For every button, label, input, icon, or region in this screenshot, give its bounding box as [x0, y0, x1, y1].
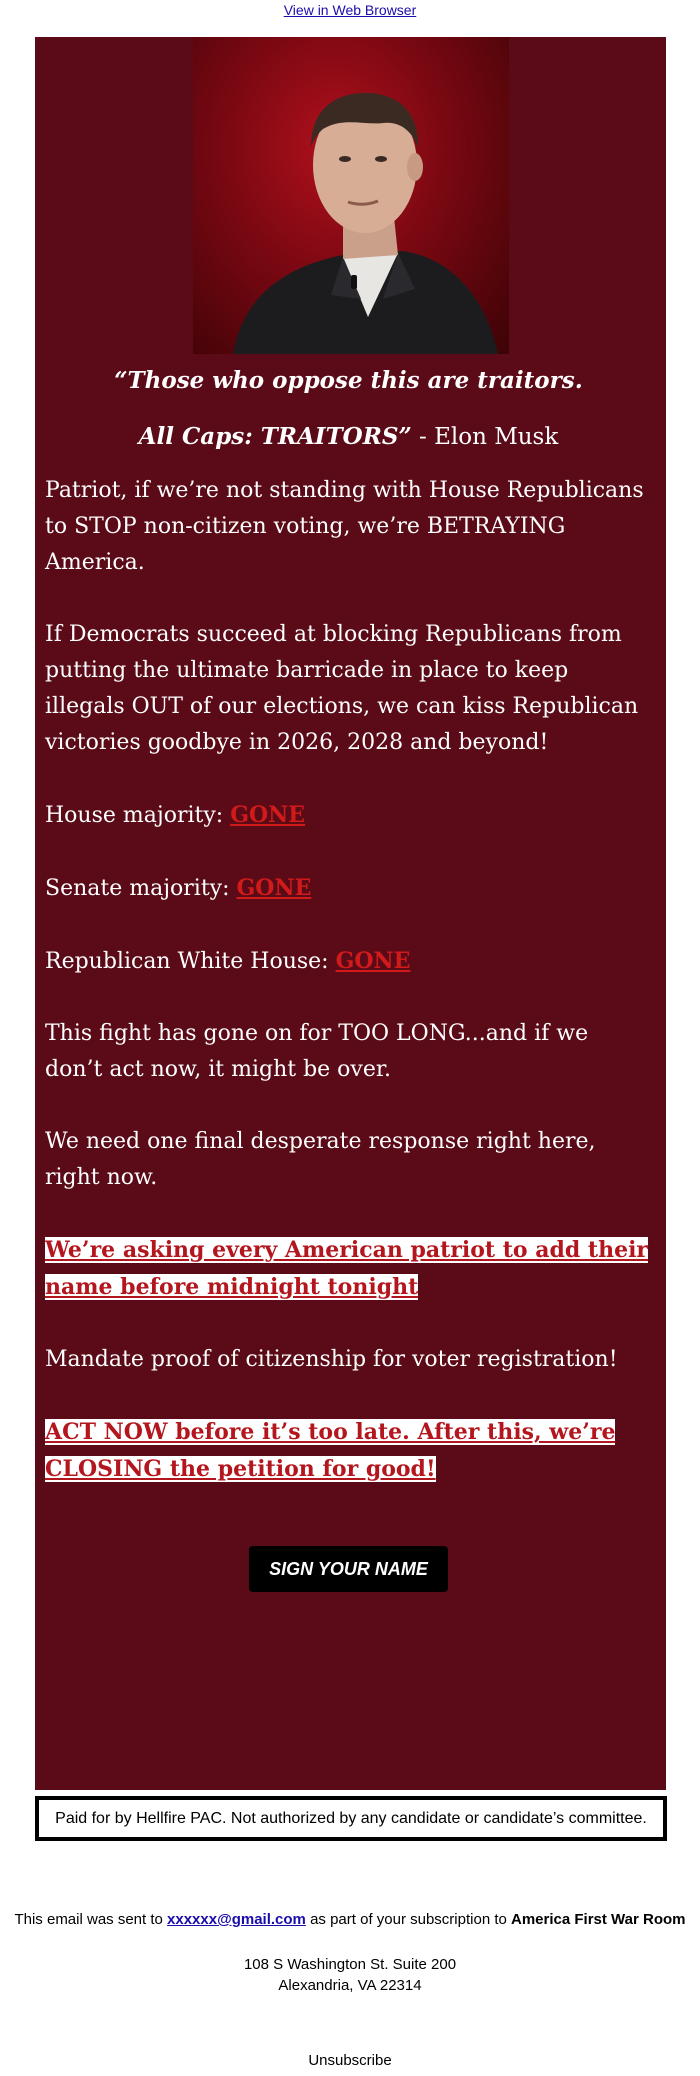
quote-line-1: [45, 363, 652, 399]
sign-your-name-button[interactable]: SIGN YOUR NAME: [249, 1546, 448, 1592]
white-house-label: Republican White House:: [45, 949, 336, 974]
alert-link-1[interactable]: We’re asking every American patriot to add their name before midnight tonight: [45, 1237, 649, 1300]
cta-wrapper: [45, 1546, 652, 1592]
quote-text: “Those who oppose this are traitors.: [114, 367, 583, 394]
paragraph-5: Mandate proof of citizenship for voter registration!: [45, 1347, 618, 1372]
hero-photo: [193, 37, 509, 354]
recipient-email-link[interactable]: xxxxxx@gmail.com: [167, 1911, 306, 1928]
paid-for-disclaimer: [35, 1796, 667, 1841]
gone-link[interactable]: GONE: [230, 802, 306, 828]
view-in-browser-link[interactable]: View in Web Browser: [283, 2, 417, 18]
sent-middle: as part of your subscription to: [305, 1911, 512, 1928]
alert-2: [45, 1414, 652, 1488]
quote-attribution: - Elon Musk: [411, 424, 559, 450]
address-line-2: Alexandria, VA 22314: [278, 1977, 422, 1994]
quote-emphasis: All Caps: TRAITORS”: [138, 423, 412, 450]
address-line-1: 108 S Washington St. Suite 200: [243, 1956, 457, 1973]
unsubscribe-link[interactable]: Unsubscribe: [308, 2052, 392, 2069]
paragraph-1: Patriot, if we’re not standing with House Republicans to STOP non-citizen voting, we’re BETRAYING America.: [45, 478, 644, 575]
paragraph-2: If Democrats succeed at blocking Republicans from putting the ultimate barricade in place to keep illegals OUT of our elections, we can kiss Republican victories goodbye in 2026, 2028 and beyond!: [45, 622, 639, 755]
alert-1: [45, 1232, 652, 1306]
email-panel: [35, 37, 666, 1790]
portrait-illustration: [193, 37, 509, 354]
list-name: America First War Room: [511, 1911, 686, 1928]
house-label: House majority:: [45, 803, 231, 828]
quote-line-2: [45, 419, 652, 455]
paragraph-3: This fight has gone on for TOO LONG...and if we don’t act now, it might be over.: [45, 1021, 589, 1082]
alert-link-2[interactable]: ACT NOW before it’s too late. After this, we’re CLOSING the petition for good!: [45, 1419, 616, 1482]
white-house-line: [45, 943, 652, 980]
email-body: [45, 363, 652, 1592]
sent-prefix: This email was sent to: [14, 1911, 168, 1928]
gone-link[interactable]: GONE: [335, 948, 411, 974]
gone-link[interactable]: GONE: [236, 875, 312, 901]
top-bar: [0, 0, 700, 20]
house-majority-line: [45, 797, 652, 834]
subscription-notice: [0, 1911, 700, 1928]
paragraph-4: We need one final desperate response right here, right now.: [45, 1129, 596, 1190]
senate-label: Senate majority:: [45, 876, 237, 901]
senate-majority-line: [45, 870, 652, 907]
disclaimer-text: Paid for by Hellfire PAC. Not authorized by any candidate or candidate’s committee.: [55, 1809, 647, 1827]
